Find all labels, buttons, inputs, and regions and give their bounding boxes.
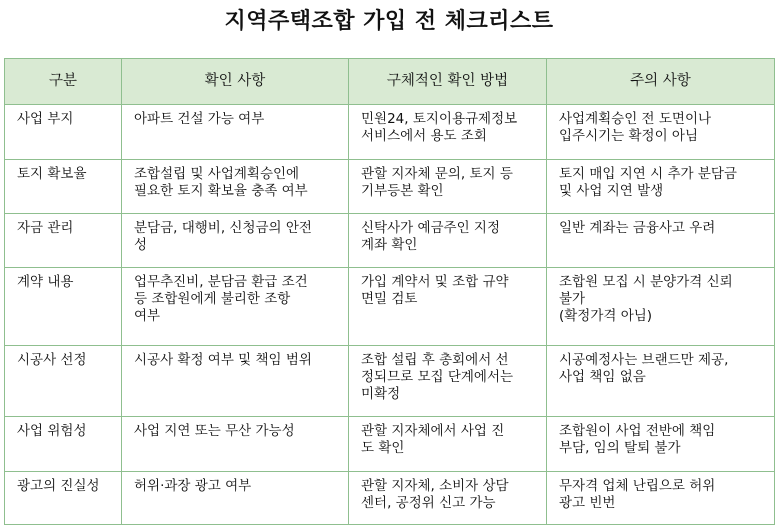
cell-category: 사업 부지 bbox=[5, 105, 122, 160]
cell-caution: 사업계획승인 전 도면이나 입주시기는 확정이 아님 bbox=[547, 105, 775, 160]
cell-method: 관할 지자체, 소비자 상담 센터, 공정위 신고 가능 bbox=[349, 472, 547, 525]
cell-caution: 조합원 모집 시 분양가격 신뢰 불가 (확정가격 아님) bbox=[547, 268, 775, 346]
table-row bbox=[5, 268, 775, 346]
cell-category: 자금 관리 bbox=[5, 214, 122, 268]
cell-method: 관할 지자체에서 사업 진 도 확인 bbox=[349, 417, 547, 472]
cell-category: 사업 위험성 bbox=[5, 417, 122, 472]
table-row bbox=[5, 105, 775, 160]
table-row bbox=[5, 472, 775, 525]
cell-caution: 시공예정사는 브랜드만 제공, 사업 책임 없음 bbox=[547, 346, 775, 417]
cell-method: 가입 계약서 및 조합 규약 면밀 검토 bbox=[349, 268, 547, 346]
table-row bbox=[5, 346, 775, 417]
column-header-method: 구체적인 확인 방법 bbox=[349, 59, 547, 105]
checklist-table bbox=[4, 58, 775, 525]
table-row bbox=[5, 160, 775, 214]
cell-category: 시공사 선정 bbox=[5, 346, 122, 417]
cell-check-item: 업무추진비, 분담금 환급 조건 등 조합원에게 불리한 조항 여부 bbox=[122, 268, 349, 346]
cell-check-item: 분담금, 대행비, 신청금의 안전 성 bbox=[122, 214, 349, 268]
cell-check-item: 조합설립 및 사업계획승인에 필요한 토지 확보율 충족 여부 bbox=[122, 160, 349, 214]
cell-method: 조합 설립 후 총회에서 선 정되므로 모집 단계에서는 미확정 bbox=[349, 346, 547, 417]
cell-method: 신탁사가 예금주인 지정 계좌 확인 bbox=[349, 214, 547, 268]
cell-method: 관할 지자체 문의, 토지 등 기부등본 확인 bbox=[349, 160, 547, 214]
cell-category: 계약 내용 bbox=[5, 268, 122, 346]
table-row bbox=[5, 417, 775, 472]
cell-category: 광고의 진실성 bbox=[5, 472, 122, 525]
cell-check-item: 허위·과장 광고 여부 bbox=[122, 472, 349, 525]
cell-category: 토지 확보율 bbox=[5, 160, 122, 214]
table-header-row bbox=[5, 59, 775, 105]
cell-method: 민원24, 토지이용규제정보 서비스에서 용도 조회 bbox=[349, 105, 547, 160]
cell-caution: 일반 계좌는 금융사고 우려 bbox=[547, 214, 775, 268]
column-header-category: 구분 bbox=[5, 59, 122, 105]
table-row bbox=[5, 214, 775, 268]
column-header-caution: 주의 사항 bbox=[547, 59, 775, 105]
cell-caution: 조합원이 사업 전반에 책임 부담, 임의 탈퇴 불가 bbox=[547, 417, 775, 472]
cell-check-item: 시공사 확정 여부 및 책임 범위 bbox=[122, 346, 349, 417]
cell-check-item: 사업 지연 또는 무산 가능성 bbox=[122, 417, 349, 472]
page-title: 지역주택조합 가입 전 체크리스트 bbox=[224, 9, 554, 34]
cell-caution: 토지 매입 지연 시 추가 분담금 및 사업 지연 발생 bbox=[547, 160, 775, 214]
column-header-check-item: 확인 사항 bbox=[122, 59, 349, 105]
cell-check-item: 아파트 건설 가능 여부 bbox=[122, 105, 349, 160]
cell-caution: 무자격 업체 난립으로 허위 광고 빈번 bbox=[547, 472, 775, 525]
